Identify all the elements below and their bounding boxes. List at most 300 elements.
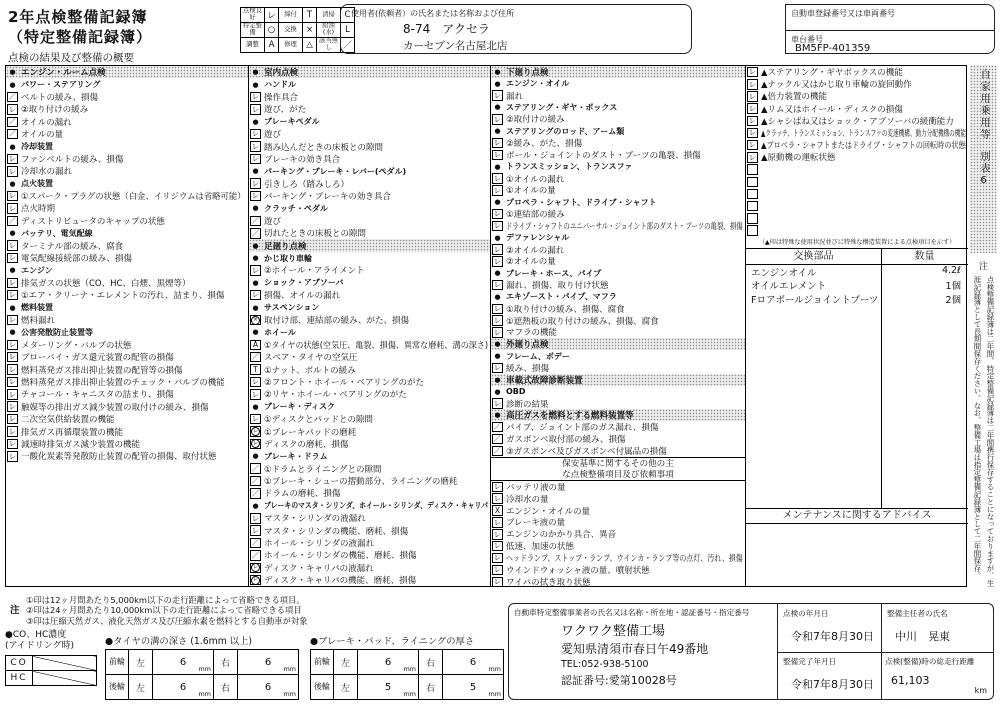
check-cell[interactable]: レ bbox=[748, 116, 757, 126]
check-cell[interactable]: レ bbox=[748, 140, 757, 150]
checklist-row bbox=[6, 363, 248, 375]
check-cell[interactable]: レ bbox=[251, 104, 260, 114]
left-value-cell[interactable] bbox=[358, 650, 419, 675]
checklist-row bbox=[249, 116, 490, 128]
item-label: ディスク・キャリパの機能、磨耗、損傷 bbox=[264, 576, 417, 586]
right-value-cell[interactable] bbox=[443, 650, 504, 675]
checklist-row bbox=[746, 212, 968, 224]
axle-label: 前輪 bbox=[106, 650, 129, 675]
item-label: バッテリ、電気配線 bbox=[21, 228, 93, 238]
checklist-row bbox=[6, 153, 248, 165]
check-cell[interactable]: ／ bbox=[251, 216, 260, 226]
item-label: ワイパの拭き取り状態 bbox=[506, 577, 591, 586]
category-bullet: ● bbox=[252, 303, 259, 312]
check-cell[interactable]: レ bbox=[8, 352, 17, 362]
check-cell[interactable]: ／ bbox=[8, 216, 17, 226]
item-label: フレーム、ボデー bbox=[506, 351, 570, 361]
item-label: ②緩み、がた、損傷 bbox=[506, 138, 583, 149]
checklist-row bbox=[491, 398, 745, 410]
checklist-row bbox=[6, 239, 248, 251]
checklist-row bbox=[6, 339, 248, 351]
check-cell[interactable]: レ bbox=[748, 91, 757, 101]
right-value: 5 bbox=[469, 681, 477, 693]
check-cell[interactable]: レ bbox=[8, 278, 17, 288]
tire-row bbox=[106, 675, 299, 700]
category-bullet: ● bbox=[252, 204, 259, 213]
check-cell[interactable]: レ bbox=[251, 92, 260, 102]
check-cell[interactable]: レ bbox=[251, 525, 260, 535]
check-cell[interactable]: レ bbox=[493, 173, 502, 183]
item-label: ホイール・シリンダの液漏れ bbox=[264, 539, 374, 550]
check-cell[interactable]: レ bbox=[493, 398, 502, 408]
category-bullet: ● bbox=[252, 501, 259, 510]
checklist-row bbox=[491, 327, 745, 339]
item-label: ▲シャシばね又はショック・アブソーバの緩衝能力 bbox=[761, 116, 954, 127]
checklist-row bbox=[249, 215, 490, 227]
check-cell[interactable]: X bbox=[492, 505, 503, 516]
checklist-row bbox=[6, 190, 248, 202]
check-cell[interactable]: レ bbox=[8, 340, 17, 350]
check-cell[interactable]: レ bbox=[493, 90, 502, 100]
check-cell[interactable]: レ bbox=[493, 280, 502, 290]
check-cell[interactable]: レ bbox=[748, 103, 757, 113]
underbody-items bbox=[491, 66, 745, 457]
gas-label: HC bbox=[6, 671, 33, 686]
checklist-row bbox=[249, 339, 490, 351]
triangle-mark-note: （▲印は特殊な使用状況並びに特殊な構造装置による点検項目を示す） bbox=[746, 237, 968, 249]
item-label: ①スパーク・プラグの状態（白金、イリジウムは省略可能） bbox=[21, 192, 246, 203]
checklist-row bbox=[491, 303, 745, 315]
left-value: 5 bbox=[384, 681, 392, 693]
parts-rows bbox=[746, 265, 968, 306]
check-cell[interactable]: レ bbox=[493, 327, 502, 337]
check-cell[interactable]: レ bbox=[8, 253, 17, 263]
right-value-cell[interactable] bbox=[238, 650, 299, 675]
check-cell[interactable]: ／ bbox=[251, 538, 260, 548]
checklist-row bbox=[6, 227, 248, 239]
item-label: 点火時期 bbox=[21, 204, 56, 215]
category-bullet: ● bbox=[9, 179, 16, 188]
checklist-row bbox=[6, 388, 248, 400]
checklist-row bbox=[491, 528, 745, 540]
check-cell[interactable] bbox=[747, 213, 758, 224]
item-label: 触媒等の排出ガス減少装置の取付けの緩み、損傷 bbox=[21, 402, 209, 413]
item-label: ▲ステアリング・ギヤボックスの機能 bbox=[761, 68, 903, 79]
checklist-row bbox=[6, 215, 248, 227]
item-label: エンジン・オイル bbox=[506, 79, 570, 89]
chassis-number-value: BM5FP-401359 bbox=[795, 43, 871, 54]
item-label: ②オイルの漏れ bbox=[506, 245, 565, 256]
checklist-row bbox=[746, 78, 968, 90]
check-cell[interactable]: レ bbox=[8, 191, 17, 201]
check-cell[interactable] bbox=[747, 225, 758, 236]
check-cell[interactable]: レ bbox=[250, 563, 261, 574]
checklist-row bbox=[6, 314, 248, 326]
check-cell[interactable]: ／ bbox=[251, 352, 260, 362]
item-label: 引きしろ（踏みしろ） bbox=[264, 179, 350, 190]
legend-label: 該当無し bbox=[317, 38, 341, 53]
checklist-row bbox=[491, 338, 745, 350]
checklist-row bbox=[491, 267, 745, 279]
category-bullet: ● bbox=[494, 127, 501, 136]
item-label: ①遮熱板の取り付けの緩み、損傷、腐食 bbox=[506, 316, 659, 327]
check-cell[interactable]: レ bbox=[748, 79, 757, 89]
brake-row bbox=[311, 650, 504, 675]
legend-label: 特定整備 bbox=[241, 23, 265, 38]
item-label: ①エア・クリーナ・エレメントの汚れ、詰まり、損傷 bbox=[21, 291, 225, 302]
right-value: 6 bbox=[264, 656, 272, 668]
category-bullet: ● bbox=[494, 340, 501, 349]
item-label: ▲プロペラ・シャフトまたはドライブ・シャフトの回転時の状態 bbox=[761, 141, 966, 152]
item-label: オイルの量 bbox=[21, 130, 64, 141]
item-label: 漏れ、損傷、取り付け状態 bbox=[506, 281, 609, 292]
check-cell[interactable]: レ bbox=[493, 138, 502, 148]
check-cell[interactable]: レ bbox=[493, 541, 502, 551]
check-cell[interactable]: レ bbox=[251, 290, 260, 300]
check-cell[interactable] bbox=[747, 164, 758, 175]
right-value-cell[interactable] bbox=[443, 675, 504, 700]
legend-label: 修理 bbox=[279, 38, 303, 53]
check-cell[interactable]: ／ bbox=[251, 463, 260, 473]
item-label: ①ナット、ボルトの緩み bbox=[264, 365, 356, 376]
checklist-row bbox=[6, 289, 248, 301]
checklist-row bbox=[249, 140, 490, 152]
check-cell[interactable]: レ bbox=[8, 364, 17, 374]
part-quantity: 1個 bbox=[945, 281, 961, 293]
checklist-row bbox=[491, 362, 745, 374]
checklist-column-engine-room bbox=[6, 66, 249, 586]
check-cell[interactable]: × bbox=[250, 315, 261, 326]
unit-label: mm bbox=[488, 690, 501, 698]
checklist-row bbox=[491, 184, 745, 196]
item-label: 遊び bbox=[264, 216, 282, 227]
checklist-row bbox=[249, 413, 490, 425]
check-cell[interactable]: レ bbox=[8, 166, 17, 176]
category-bullet: ● bbox=[494, 103, 501, 112]
side-strip bbox=[970, 65, 997, 587]
item-label: 燃料蒸発ガス排出抑止装置の配管等の損傷 bbox=[21, 365, 183, 376]
divider bbox=[777, 652, 993, 653]
check-cell[interactable]: レ bbox=[493, 363, 502, 373]
check-cell[interactable]: レ bbox=[251, 178, 260, 188]
gas-value-cell[interactable] bbox=[33, 656, 97, 671]
check-cell[interactable]: レ bbox=[250, 575, 261, 586]
checklist-row bbox=[491, 409, 745, 421]
part-name: Fロアボールジョイントブーツ bbox=[751, 294, 879, 306]
check-cell[interactable]: ／ bbox=[251, 228, 260, 238]
co-hc-rows bbox=[6, 656, 97, 686]
right-value: 6 bbox=[469, 656, 477, 668]
checklist-row bbox=[491, 173, 745, 185]
check-cell[interactable]: レ bbox=[493, 493, 502, 503]
check-cell[interactable]: レ bbox=[250, 426, 261, 437]
legend-row bbox=[241, 8, 355, 23]
maintenance-advice-area[interactable] bbox=[746, 524, 968, 586]
item-label: 一酸化炭素等発散防止装置の配管の損傷、取付状態 bbox=[21, 452, 217, 463]
category-bullet: ● bbox=[494, 387, 501, 396]
item-label: ボール・ジョイントのダスト・ブーツの亀裂、損傷 bbox=[506, 150, 701, 161]
checklist-row bbox=[249, 351, 490, 363]
check-cell[interactable]: レ bbox=[251, 389, 260, 399]
checklist-row bbox=[6, 425, 248, 437]
item-label: 点火装置 bbox=[21, 179, 53, 189]
check-cell[interactable]: レ bbox=[493, 221, 502, 231]
item-label: ディスクの磨耗、損傷 bbox=[264, 439, 349, 450]
category-bullet: ● bbox=[494, 79, 501, 88]
unit-label: mm bbox=[403, 690, 416, 698]
check-cell[interactable]: レ bbox=[493, 209, 502, 219]
checklist-row bbox=[746, 139, 968, 151]
tire-row bbox=[106, 650, 299, 675]
check-cell[interactable]: レ bbox=[493, 517, 502, 527]
check-cell[interactable]: レ bbox=[493, 315, 502, 325]
category-bullet: ● bbox=[9, 328, 16, 337]
footnote-line2: ②印は24ヶ月間あたり10,000km以下の走行距離によって省略できる項目 bbox=[26, 605, 302, 616]
check-cell[interactable]: レ bbox=[493, 150, 502, 160]
checklist-row bbox=[6, 376, 248, 388]
item-label: クラッチ・ペダル bbox=[264, 203, 328, 213]
checklist-row bbox=[746, 164, 968, 176]
gas-value-cell[interactable] bbox=[33, 671, 97, 686]
checklist-row bbox=[249, 78, 490, 90]
checklist-row bbox=[491, 421, 745, 433]
checklist-row bbox=[249, 438, 490, 450]
check-cell[interactable]: レ bbox=[251, 141, 260, 151]
check-cell[interactable]: レ bbox=[8, 426, 17, 436]
checklist-row bbox=[491, 208, 745, 220]
private-passenger-tag: 自家用乗用等 bbox=[978, 69, 989, 141]
right-label: 右 bbox=[214, 675, 238, 700]
check-cell[interactable]: レ bbox=[8, 315, 17, 325]
left-value-cell[interactable] bbox=[358, 675, 419, 700]
checklist-row bbox=[249, 450, 490, 462]
item-label: 操作具合 bbox=[264, 92, 299, 103]
item-label: ▲クラッチ、トランスミッション、トランスファの変速機構、動力分配機構の機能 bbox=[761, 129, 967, 140]
checklist-row bbox=[491, 256, 745, 268]
checklist-row bbox=[491, 125, 745, 137]
item-label: マスタ・シリンダの液漏れ bbox=[264, 514, 366, 525]
item-label: ▲ナックル又はかじ取り車輪の旋回動作 bbox=[761, 80, 912, 91]
check-cell[interactable]: ／ bbox=[8, 92, 17, 102]
item-label: マフラの機能 bbox=[506, 328, 558, 339]
item-label: 燃料漏れ bbox=[21, 316, 56, 326]
safety-standards-header bbox=[491, 457, 745, 481]
category-bullet: ● bbox=[252, 452, 259, 461]
checklist-row bbox=[6, 140, 248, 152]
item-label: ファンベルトの緩み、損傷 bbox=[21, 154, 124, 165]
item-label: 遊び bbox=[264, 130, 282, 141]
user-info-label: 使用者(依頼者）の氏名または名称および住所 bbox=[351, 9, 515, 18]
safety-standards-header-line1: 保安基準に関するその他の主 bbox=[562, 458, 674, 469]
check-cell[interactable]: レ bbox=[8, 401, 17, 411]
form-title-line2: （特定整備記録簿） bbox=[8, 28, 153, 46]
checklist-row bbox=[249, 512, 490, 524]
mark-legend-table bbox=[240, 7, 355, 53]
check-cell[interactable]: ／ bbox=[251, 550, 260, 560]
item-label: 足廻り点検 bbox=[264, 241, 307, 252]
checklist-row bbox=[6, 165, 248, 177]
left-value: 6 bbox=[384, 656, 392, 668]
side-strip-tags bbox=[970, 65, 997, 253]
item-label: チャコール・キャニスタの詰まり、損傷 bbox=[21, 390, 174, 401]
check-cell[interactable]: レ bbox=[493, 553, 502, 563]
item-label: ▲リム又はホイール・ディスクの損傷 bbox=[761, 104, 903, 115]
check-cell[interactable]: ／ bbox=[251, 476, 260, 486]
tire-rows bbox=[106, 650, 299, 700]
checklist-row bbox=[249, 500, 490, 512]
check-cell[interactable]: レ bbox=[8, 104, 17, 114]
item-label: エンジン・オイルの量 bbox=[506, 506, 591, 517]
check-cell[interactable]: レ bbox=[493, 529, 502, 539]
check-cell[interactable]: レ bbox=[8, 154, 17, 164]
checklist-row bbox=[6, 202, 248, 214]
check-cell[interactable]: レ bbox=[493, 565, 502, 575]
registration-box bbox=[785, 4, 995, 54]
check-cell[interactable]: レ bbox=[251, 129, 260, 139]
check-cell[interactable]: レ bbox=[748, 152, 757, 162]
category-bullet: ● bbox=[9, 68, 16, 77]
checklist-row bbox=[491, 433, 745, 445]
check-cell[interactable]: レ bbox=[748, 67, 757, 77]
form-subtitle: 点検の結果及び整備の概要 bbox=[8, 52, 134, 64]
brake-rows bbox=[311, 650, 504, 700]
check-cell[interactable]: A bbox=[250, 340, 261, 351]
item-label: 公害発散防止装置等 bbox=[21, 327, 93, 337]
checklist-row bbox=[249, 264, 490, 276]
footnote-line3: ③印は圧縮天然ガス、液化天然ガス及び圧縮水素を燃料とする自動車が対象 bbox=[26, 615, 308, 626]
item-label: ①ディスクとパッドとの隙間 bbox=[264, 415, 373, 426]
check-cell[interactable]: レ bbox=[251, 154, 260, 164]
workshop-name: ワクワク整備工場 bbox=[561, 624, 666, 639]
check-cell[interactable]: レ bbox=[8, 439, 17, 449]
item-label: ブレーキの効き具合 bbox=[264, 154, 341, 165]
checklist-row bbox=[491, 220, 745, 232]
right-value-cell[interactable] bbox=[238, 675, 299, 700]
checklist-row bbox=[6, 438, 248, 450]
right-value: 6 bbox=[264, 681, 272, 693]
category-bullet: ● bbox=[252, 328, 259, 337]
item-label: 排気ガス再循環装置の機能 bbox=[21, 427, 124, 438]
check-cell[interactable]: ／ bbox=[8, 129, 17, 139]
check-cell[interactable]: ／ bbox=[493, 446, 502, 456]
item-label: 冷却装置 bbox=[21, 142, 53, 152]
item-label: パーキング・ブレーキ・レバー(ペダル) bbox=[264, 166, 407, 176]
legend-mark: L bbox=[341, 23, 355, 38]
item-label: ベルトの緩み、損傷 bbox=[21, 92, 99, 103]
checklist-row bbox=[249, 425, 490, 437]
item-label: ステアリングのロッド、アーム類 bbox=[506, 126, 625, 136]
check-cell[interactable]: レ bbox=[251, 513, 260, 523]
checklist-row bbox=[6, 351, 248, 363]
check-cell[interactable]: レ bbox=[493, 482, 502, 492]
check-cell[interactable]: ／ bbox=[251, 488, 260, 498]
check-cell[interactable]: レ bbox=[493, 256, 502, 266]
item-label: ②リヤ・ホイール・ベアリングのがた bbox=[264, 390, 407, 401]
item-label: 車載式故障診断装置 bbox=[506, 375, 583, 386]
check-cell[interactable]: レ bbox=[493, 185, 502, 195]
user-name-value: 8-74 アクセラ bbox=[403, 22, 490, 36]
checklist-row bbox=[6, 78, 248, 90]
check-cell[interactable]: レ bbox=[493, 114, 502, 124]
check-cell[interactable]: レ bbox=[251, 265, 260, 275]
left-label: 左 bbox=[129, 650, 153, 675]
legend-mark: △ bbox=[303, 38, 317, 53]
item-label: スペア・タイヤの空気圧 bbox=[264, 353, 358, 364]
check-cell[interactable]: レ bbox=[8, 377, 17, 387]
item-label: パーキング・ブレーキの効き具合 bbox=[264, 192, 391, 203]
check-cell[interactable]: レ bbox=[493, 577, 502, 586]
odometer-value: 61,103 bbox=[891, 674, 930, 687]
item-label: 損傷、オイルの漏れ bbox=[264, 291, 341, 302]
item-label: オイルの漏れ bbox=[21, 117, 72, 128]
odometer-label: 点検(整備)時の総走行距離 bbox=[885, 657, 975, 666]
footnotes-label: 注 bbox=[10, 605, 20, 616]
item-label: OBD bbox=[506, 387, 526, 397]
checklist-row bbox=[249, 153, 490, 165]
left-value-cell[interactable] bbox=[153, 675, 214, 700]
check-cell[interactable]: レ bbox=[8, 451, 17, 461]
check-cell[interactable]: T bbox=[250, 364, 261, 375]
check-cell[interactable]: レ bbox=[493, 244, 502, 254]
check-cell[interactable]: レ bbox=[251, 414, 260, 424]
category-bullet: ● bbox=[494, 352, 501, 361]
parts-row bbox=[746, 278, 968, 292]
check-cell[interactable]: レ bbox=[493, 304, 502, 314]
checklist-row bbox=[491, 386, 745, 398]
checklist-row bbox=[249, 178, 490, 190]
item-label: ホイール・シリンダの機能、磨耗、損傷 bbox=[264, 551, 417, 562]
checklist-row bbox=[249, 388, 490, 400]
user-info-box bbox=[340, 4, 692, 54]
brake-pad-table bbox=[310, 633, 504, 700]
check-cell[interactable] bbox=[747, 201, 758, 212]
check-cell[interactable]: レ bbox=[251, 191, 260, 201]
legend-label: 清掃 bbox=[317, 8, 341, 23]
axle-label: 後輪 bbox=[311, 675, 334, 700]
item-label: ②オイルの量 bbox=[506, 257, 556, 268]
check-cell[interactable]: レ bbox=[8, 240, 17, 250]
check-cell[interactable]: レ bbox=[250, 439, 261, 450]
check-cell[interactable] bbox=[747, 189, 758, 200]
tire-tread-table bbox=[105, 633, 299, 700]
check-cell[interactable] bbox=[747, 177, 758, 188]
category-bullet: ● bbox=[252, 80, 259, 89]
check-cell[interactable]: レ bbox=[8, 389, 17, 399]
parts-row bbox=[746, 292, 968, 306]
check-cell[interactable]: ／ bbox=[8, 117, 17, 126]
check-cell[interactable]: ／ bbox=[493, 434, 502, 444]
checklist-row bbox=[6, 103, 248, 115]
item-label: ガスボンベ取付部の緩み、損傷 bbox=[506, 435, 626, 445]
checklist-row bbox=[746, 103, 968, 115]
checklist-row bbox=[249, 549, 490, 561]
check-cell[interactable]: レ bbox=[8, 203, 17, 213]
replaced-parts-table bbox=[746, 249, 968, 509]
check-cell[interactable]: ／ bbox=[493, 422, 502, 432]
item-label: ①ドラムとライニングとの隙間 bbox=[264, 464, 382, 475]
item-label: ▲原動機の運転状態 bbox=[761, 153, 836, 164]
left-value-cell[interactable] bbox=[153, 650, 214, 675]
checklist-row bbox=[491, 540, 745, 552]
checklist-row bbox=[746, 224, 968, 236]
unit-label: mm bbox=[488, 665, 501, 673]
check-cell[interactable]: レ bbox=[251, 377, 260, 387]
check-cell[interactable]: レ bbox=[748, 128, 757, 138]
check-cell[interactable]: レ bbox=[8, 290, 17, 300]
item-label: かじ取り車輪 bbox=[264, 253, 312, 263]
category-bullet: ● bbox=[9, 80, 16, 89]
check-cell[interactable]: レ bbox=[8, 414, 17, 424]
